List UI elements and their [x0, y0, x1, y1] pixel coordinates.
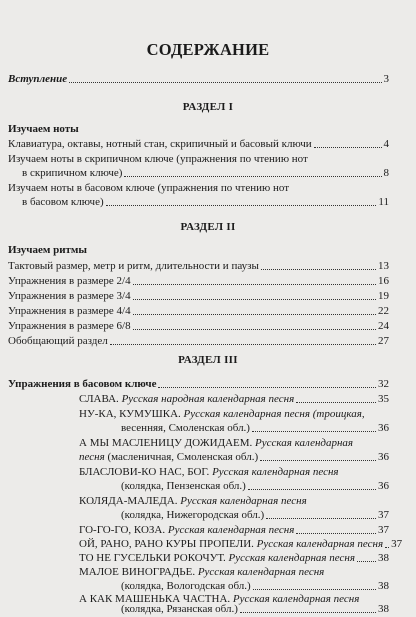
dot-leader [296, 402, 376, 403]
toc-entry [8, 259, 389, 273]
song-entry [121, 602, 389, 616]
entry-text: Тактовый размер, метр и ритм, длительности и паузы [8, 260, 259, 272]
dot-leader [124, 176, 381, 177]
dot-leader [133, 329, 376, 330]
page-number: 36 [378, 480, 389, 492]
toc-entry [8, 289, 389, 303]
dot-leader [296, 533, 376, 534]
section-heading-2: РАЗДЕЛ II [180, 221, 236, 233]
page-number: 32 [378, 378, 389, 390]
entry-text: весенняя, Смоленская обл.) [121, 422, 250, 434]
subheading-notes: Изучаем ноты [8, 123, 79, 135]
dot-leader [252, 431, 376, 432]
page-number: 38 [378, 552, 389, 564]
entry-text: Изучаем ноты в басовом ключе (упражнения по чтению нот [8, 182, 290, 194]
song-entry [79, 551, 389, 565]
section-heading-1: РАЗДЕЛ I [182, 101, 234, 113]
song-entry [79, 392, 389, 406]
dot-leader [133, 284, 376, 285]
page-title: СОДЕРЖАНИЕ [146, 40, 270, 59]
section-heading-3: РАЗДЕЛ III [178, 354, 238, 366]
song-entry-text: МАЛОЕ ВИНОГРАДЬЕ. Русская календарная песня [79, 566, 325, 578]
entry-text: (колядка, Пензенская обл.) [121, 480, 246, 492]
entry-text: СЛАВА. Русская народная календарная песня [79, 393, 295, 405]
entry-text: (колядка, Нижегородская обл.) [121, 509, 265, 521]
page-number: 38 [378, 580, 389, 592]
song-entry-text: А КАК МАШЕНЬКА ЧАСТНА. Русская календарная песня [79, 593, 360, 605]
entry-text: в скрипичном ключе) [22, 167, 123, 179]
dot-leader [106, 205, 377, 206]
dot-leader [357, 561, 376, 562]
dot-leader [133, 299, 376, 300]
entry-text: Упражнения в размере 2/4 [8, 275, 131, 287]
page-number: 36 [378, 422, 389, 434]
entry-text: Упражнения в басовом ключе [8, 378, 157, 390]
song-entry [121, 579, 389, 593]
subheading-rhythms: Изучаем ритмы [8, 244, 88, 256]
page-number: 13 [378, 260, 389, 272]
entry-text: ОЙ, РАНО, РАНО КУРЫ ПРОПЕЛИ. Русская календарная песня [79, 538, 384, 550]
page-number: 36 [378, 451, 389, 463]
page-number: 3 [383, 73, 389, 85]
entry-text: (колядка, Рязанская обл.) [121, 603, 238, 615]
page-number: 4 [383, 138, 389, 150]
dot-leader [240, 612, 376, 613]
toc-entry [8, 137, 389, 151]
entry-text: Вступление [8, 73, 68, 85]
song-entry-text: НУ-КА, КУМУШКА. Русская календарная песня (троицкая, [79, 408, 365, 420]
page-number: 37 [378, 509, 389, 521]
song-entry-text: БЛАСЛОВИ-КО НАС, БОГ. Русская календарная песня [79, 466, 339, 478]
toc-entry [8, 319, 389, 333]
entry-text: Упражнения в размере 6/8 [8, 320, 131, 332]
dot-leader [261, 269, 376, 270]
song-entry [79, 537, 403, 551]
toc-entry [22, 195, 389, 209]
dot-leader [110, 344, 376, 345]
song-entry [121, 508, 389, 522]
toc-entry [8, 304, 389, 318]
song-entry [121, 421, 389, 435]
page-number: 19 [378, 290, 389, 302]
toc-entry [22, 166, 389, 180]
toc-entry-intro [8, 72, 389, 86]
page-number: 24 [378, 320, 389, 332]
page-number: 37 [378, 524, 389, 536]
dot-leader [248, 489, 376, 490]
page-number: 35 [378, 393, 389, 405]
entry-text: Упражнения в размере 3/4 [8, 290, 131, 302]
page-number: 22 [378, 305, 389, 317]
song-entry-text: А МЫ МАСЛЕНИЦУ ДОЖИДАЕМ. Русская календарная [79, 437, 354, 449]
entry-text: ГО-ГО-ГО, КОЗА. Русская календарная песня [79, 524, 295, 536]
entry-text: Изучаем ноты в скрипичном ключе (упражнения по чтению нот [8, 153, 308, 165]
toc-entry [8, 334, 389, 348]
dot-leader [253, 589, 376, 590]
entry-text: (колядка, Вологодская обл.) [121, 580, 251, 592]
dot-leader [158, 387, 376, 388]
page-number: 37 [391, 538, 403, 550]
entry-text: ТО НЕ ГУСЕЛЬКИ РОКОЧУТ. Русская календарная песня [79, 552, 355, 564]
dot-leader [385, 547, 389, 548]
toc-entry [8, 377, 389, 391]
dot-leader [314, 147, 382, 148]
dot-leader [69, 82, 381, 83]
page-number: 16 [378, 275, 389, 287]
page-number: 8 [383, 167, 389, 179]
song-entry [121, 479, 389, 493]
entry-text: Обобщающий раздел [8, 335, 108, 347]
dot-leader [260, 460, 376, 461]
entry-text: Упражнения в размере 4/4 [8, 305, 131, 317]
song-entry [79, 523, 389, 537]
page-number: 38 [378, 603, 389, 615]
song-entry-text: КОЛЯДА-МАЛЕДА. Русская календарная песня [79, 495, 307, 507]
dot-leader [133, 314, 376, 315]
page-number: 11 [378, 196, 389, 208]
entry-text: песня (масленичная, Смоленская обл.) [79, 451, 259, 463]
entry-text: Клавиатура, октавы, нотный стан, скрипичный и басовый ключи [8, 138, 312, 150]
entry-text: в басовом ключе) [22, 196, 104, 208]
song-entry [79, 450, 389, 464]
toc-entry [8, 274, 389, 288]
page-number: 27 [378, 335, 389, 347]
dot-leader [266, 518, 376, 519]
